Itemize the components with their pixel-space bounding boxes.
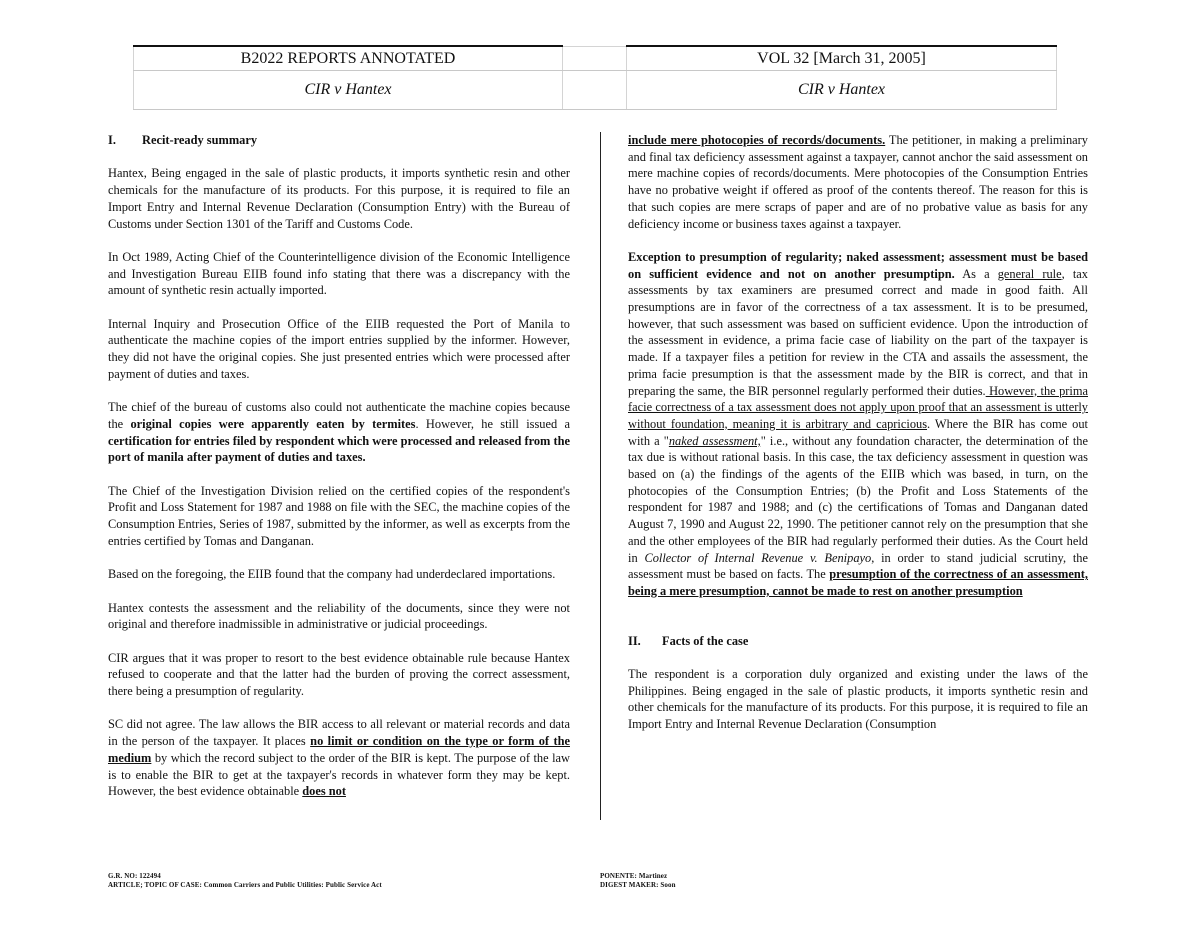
bold-text: Exception to presumption of regularity; naked assessment; assessment must be based on sufficient evidence and not on another presumptipn. xyxy=(628,249,1088,281)
paragraph: CIR argues that it was proper to resort to the best evidence obtainable rule because Hantex refused to cooperate and that the latter had the burden of proving the correct assessment, there being a presumption of regularity. xyxy=(108,650,570,699)
footer-right xyxy=(600,872,676,890)
section-title: Facts of the case xyxy=(662,633,749,648)
text-run: The chief of the bureau of customs also could not authenticate the machine copies because the xyxy=(108,400,570,431)
text-run: As a xyxy=(954,266,998,281)
section-number: I. xyxy=(108,133,116,147)
underlined-text: general rule xyxy=(997,266,1062,281)
header-right-case: CIR v Hantex xyxy=(627,71,1057,110)
header-gap xyxy=(563,46,627,71)
text-run: . Where the BIR has come out with a " xyxy=(628,416,1088,448)
section-heading-recit xyxy=(108,132,570,149)
paragraph: Internal Inquiry and Prosecution Office of the EIIB requested the Port of Manila to authenticate the machine copies of the import entries supplied by the informer. However, they did not have the original copies. She just presented entries which were processed after payment of duties and taxes. xyxy=(108,316,570,381)
bold-text: certification for entries filed by respondent which were processed and released from the port of manila after payment of duties and taxes. xyxy=(108,433,570,465)
paragraph: The Chief of the Investigation Division relied on the certified copies of the respondent's Profit and Loss Statement for 1987 and 1988 on file with the SEC, the machine copies of the Consumption Entries, Series of 1987, submitted by the informer, as well as excerpts from the entries certified by Tomas and Danganan. xyxy=(108,483,570,548)
paragraph: Based on the foregoing, the EIIB found that the company had underdeclared importations. xyxy=(108,567,556,582)
footer-ponente: PONENTE: Martinez xyxy=(600,872,668,880)
bold-text: original copies were apparently eaten by termites xyxy=(130,416,416,431)
header-left-case: CIR v Hantex xyxy=(134,71,563,110)
header-right-title: VOL 32 [March 31, 2005] xyxy=(627,46,1057,71)
text-run: , in order to stand judicial scrutiny, the assessment must be based on facts. The xyxy=(628,550,1088,582)
bold-underlined-text: no limit or condition on the type or form of the medium xyxy=(108,734,570,765)
header-table xyxy=(133,45,1057,110)
footer-gr-number: G.R. NO: 122494 xyxy=(108,872,161,880)
text-run: by which the record subject to the order of the BIR is kept. The purpose of the law is to enable the BIR to get at the taxpayer's records in whatever form they may be kept. However, the best evidence obtainable xyxy=(108,750,570,799)
text-run: " i.e., without any foundation character, the determination of the tax due is without rational basis. In this case, the tax deficiency assessment in question was based on (a) the findings of the agents of the EIIB which was based, in turn, on the photocopies of the Consumption Entries; (b) the Profit and Loss Statements of the respondent for 1987 and 1988; and (c) the certifications of Tomas and Danganan dated August 7, 1990 and August 22, 1990. The petitioner cannot rely on the presumption that she and the other employees of the BIR had regularly performed their duties. As the Court held in xyxy=(628,433,1088,565)
text-run: , tax assessments by tax examiners are presumed correct and made in good faith. All presumptions are in favor of the correctness of a tax assessment. It is to be presumed, however, that such assessment was based on sufficient evidence. Upon the introduction of the assessment in evidence, a prima facie case of liability on the part of the taxpayer is made. If a taxpayer files a petition for review in the CTA and assails the assessment, the prima facie presumption is that the assessment made by the BIR is correct, and that in preparing the same, the BIR personnel regularly performed their duties. xyxy=(628,266,1088,398)
column-divider xyxy=(600,132,601,820)
text-run: . However, he still issued a xyxy=(415,416,570,431)
right-column xyxy=(628,132,1088,733)
header-gap-2 xyxy=(563,71,627,110)
footer-digest-maker: DIGEST MAKER: Soon xyxy=(600,881,676,889)
paragraph xyxy=(108,716,570,800)
italic-underlined-text: naked assessment, xyxy=(668,433,761,448)
paragraph: Hantex, Being engaged in the sale of plastic products, it imports synthetic resin and other chemicals for the manufacture of its products. For this purpose, it is required to file an Import Entry and Internal Revenue Declaration (Consumption Entry) with the Bureau of Customs under Section 1301 of the Tariff and Customs Code. xyxy=(108,166,570,231)
italic-text: Collector of Internal Revenue v. Benipayo xyxy=(644,550,872,565)
paragraph xyxy=(628,132,1088,232)
header-left-title: B2022 REPORTS ANNOTATED xyxy=(134,46,563,71)
paragraph xyxy=(108,399,570,466)
paragraph xyxy=(628,249,1088,600)
footer-left xyxy=(108,872,382,890)
left-column xyxy=(108,132,570,800)
section-heading-facts xyxy=(628,633,1088,650)
text-run: SC did not agree. The law allows the BIR access to all relevant or material records and data in the person of the taxpayer. It places xyxy=(108,717,570,749)
section-number: II. xyxy=(628,633,641,648)
footer-topic: ARTICLE; TOPIC OF CASE: Common Carriers and Public Utilities: Public Service Act xyxy=(108,881,382,889)
section-title: Recit-ready summary xyxy=(142,133,258,147)
bold-underlined-text: presumption of the correctness of an assessment, being a mere presumption, cannot be made to rest on another presumption xyxy=(628,567,1088,598)
paragraph: In Oct 1989, Acting Chief of the Counterintelligence division of the Economic Intelligence and Investigation Bureau EIIB found info stating that there was a discrepancy with the amount of synthetic resin actually imported. xyxy=(108,249,570,298)
bold-underlined-text: does not xyxy=(302,784,346,799)
bold-underlined-text: include mere photocopies of records/documents. xyxy=(628,133,886,147)
paragraph: The respondent is a corporation duly organized and existing under the laws of the Philippines. Being engaged in the sale of plastic products, it imports synthetic resin and other chemicals for the manufacture of its products. For this purpose, it is required to file an Import Entry and Internal Revenue Declaration (Consumption xyxy=(628,667,1088,732)
underlined-text: However, the prima facie correctness of a tax assessment does not apply upon proof that an assessment is utterly without foundation, meaning it is arbitrary and capricious xyxy=(628,383,1088,431)
paragraph: Hantex contests the assessment and the reliability of the documents, since they were not original and therefore inadmissible in administrative or judicial proceedings. xyxy=(108,600,570,632)
text-run: The petitioner, in making a preliminary and final tax deficiency assessment against a taxpayer, cannot anchor the said assessment on mere machine copies of records/documents. Mere photocopies of the Consumption Entries have no probative weight if offered as proof of the contents thereof. The reason for this is that such copies are mere scraps of paper and are of no probative value as basis for any deficiency income or business taxes against a taxpayer. xyxy=(628,133,1088,231)
